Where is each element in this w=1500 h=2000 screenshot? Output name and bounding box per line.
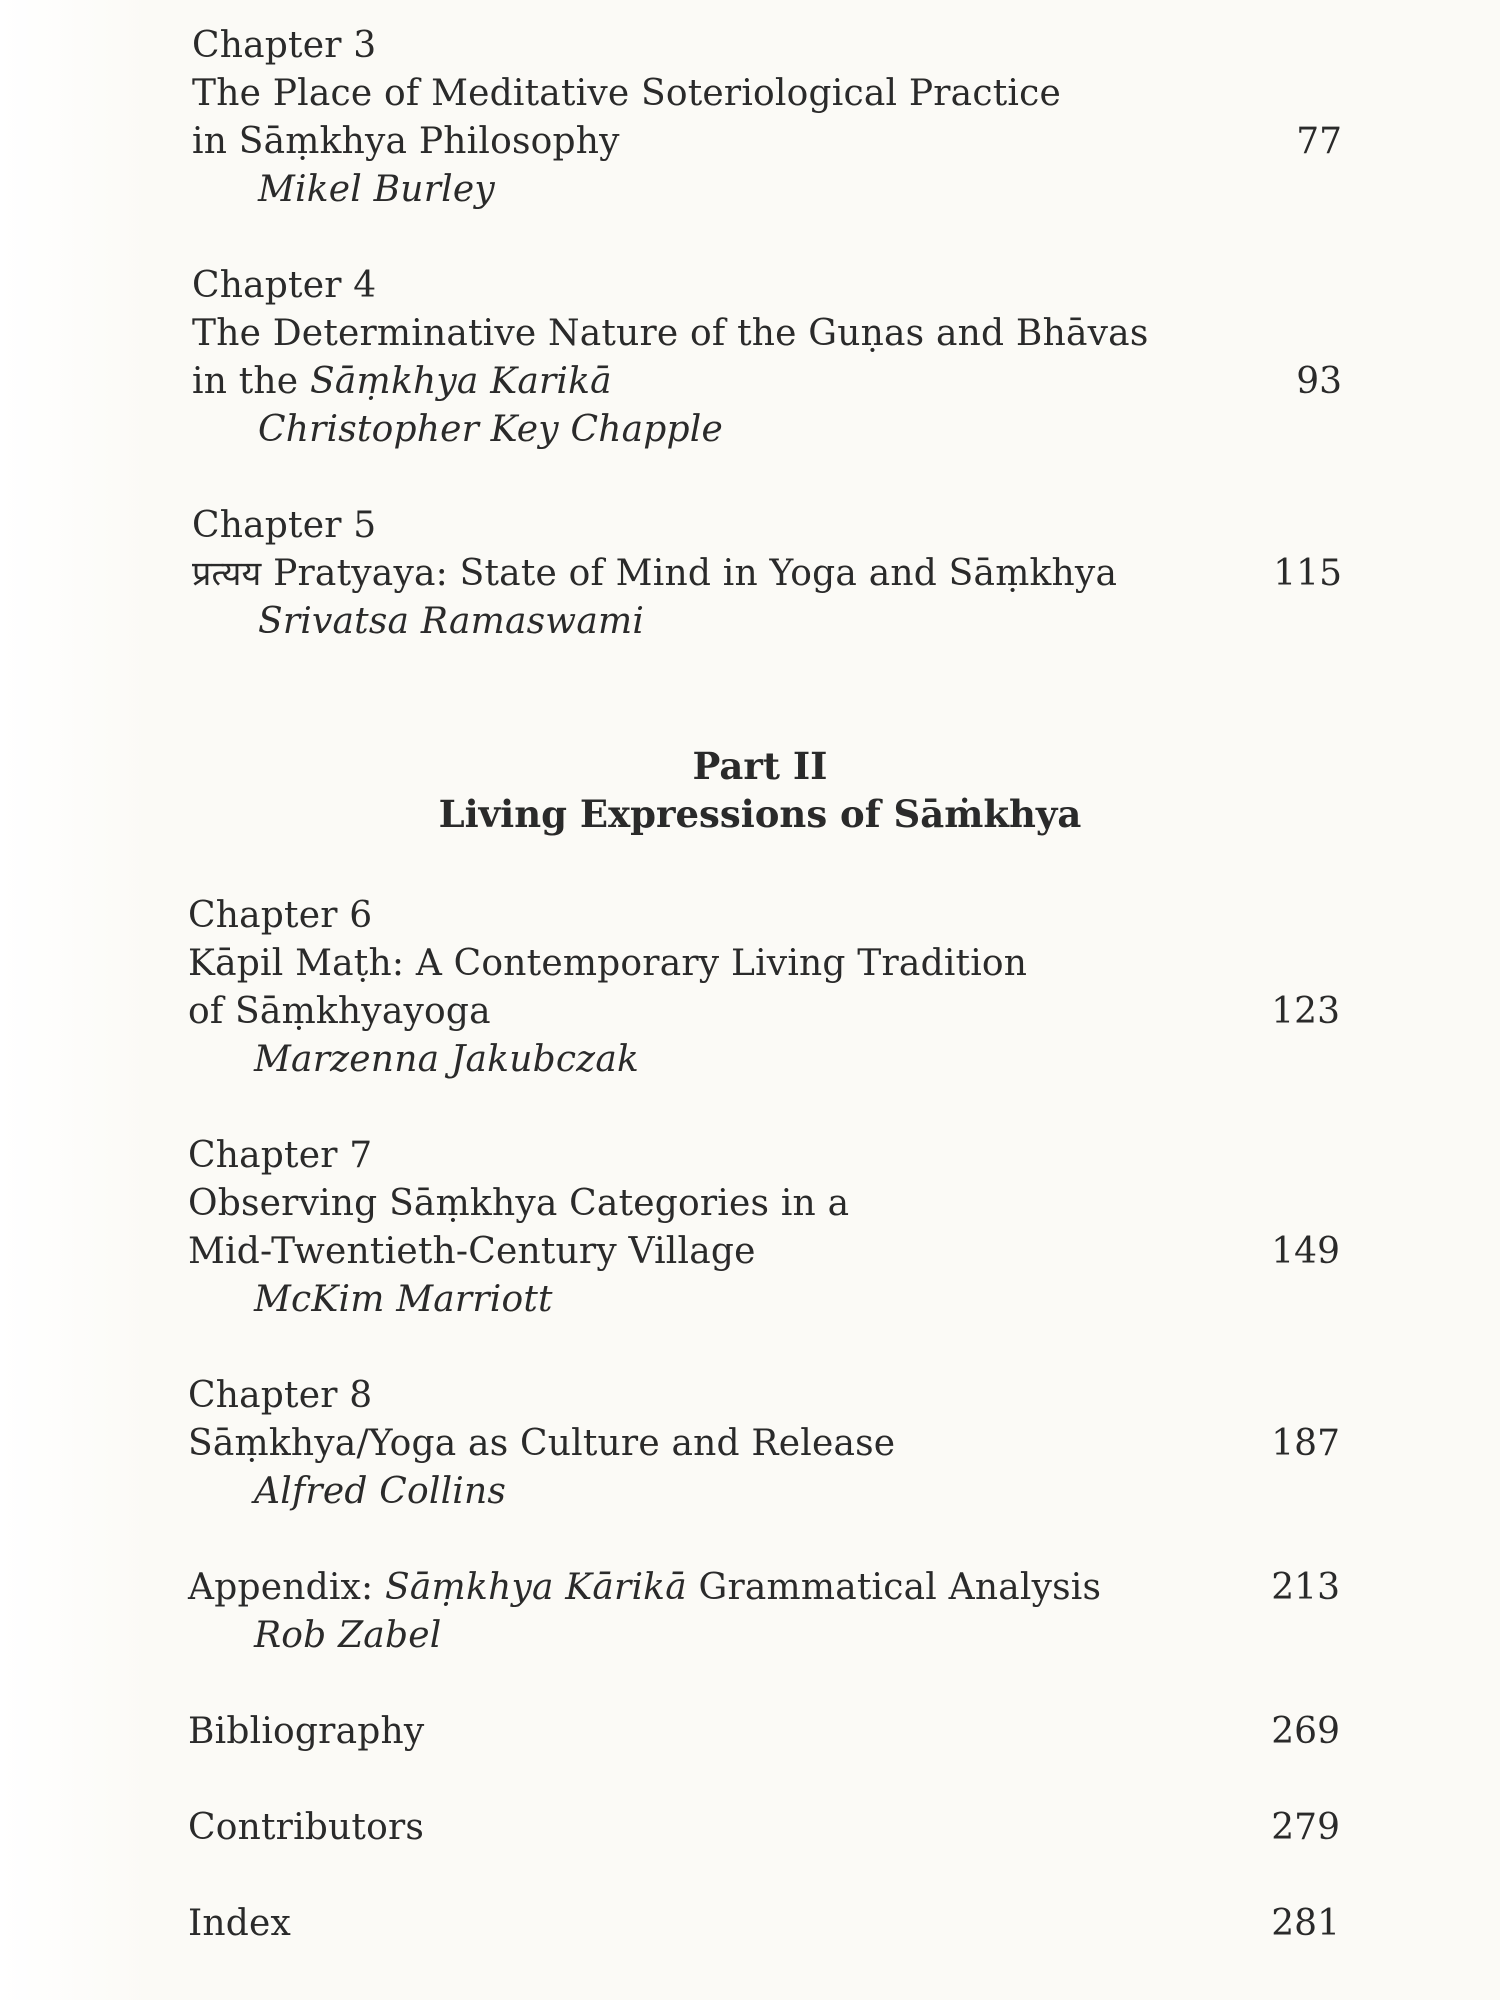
chapter-6-title-line2: of Sāṃkhyayoga [188, 991, 491, 1032]
chapter-7-author: McKim Marriott [254, 1279, 553, 1320]
chapter-3-title-line2: in Sāṃkhya Philosophy [192, 121, 620, 162]
contributors-page: 279 [1271, 1807, 1340, 1848]
appendix-prefix: Appendix: [188, 1567, 386, 1608]
chapter-8-label: Chapter 8 [188, 1375, 373, 1416]
chapter-6-page: 123 [1271, 991, 1340, 1032]
chapter-4-label: Chapter 4 [192, 265, 377, 306]
chapter-4-title-line1: The Determinative Nature of the Guṇas and Bhāvas [192, 313, 1149, 354]
bibliography-label: Bibliography [188, 1711, 425, 1752]
chapter-8-title: Sāṃkhya/Yoga as Culture and Release [188, 1423, 896, 1464]
part-2-label: Part II [692, 744, 828, 788]
chapter-6-title-line1: Kāpil Maṭh: A Contemporary Living Tradition [188, 943, 1028, 984]
appendix-suffix: Grammatical Analysis [686, 1567, 1102, 1608]
contributors-label: Contributors [188, 1807, 425, 1848]
chapter-7-label: Chapter 7 [188, 1135, 373, 1176]
appendix-page: 213 [1271, 1567, 1340, 1608]
chapter-5-author: Srivatsa Ramaswami [258, 601, 645, 642]
chapter-3-author: Mikel Burley [258, 169, 495, 210]
chapter-5-page: 115 [1273, 553, 1342, 594]
index-page: 281 [1271, 1903, 1340, 1944]
appendix-italic: Sāṃkhya Kārikā [385, 1567, 687, 1608]
bibliography-page: 269 [1271, 1711, 1340, 1752]
chapter-8-author: Alfred Collins [254, 1471, 507, 1512]
appendix-author: Rob Zabel [254, 1615, 442, 1656]
chapter-4-author: Christopher Key Chapple [258, 409, 723, 450]
chapter-3-label: Chapter 3 [192, 25, 377, 66]
chapter-4-title-prefix: in the [192, 361, 310, 402]
chapter-6-author: Marzenna Jakubczak [254, 1039, 640, 1080]
chapter-4-title-line2 [192, 360, 612, 404]
chapter-5-title-rest: Pratyaya: State of Mind in Yoga and Sāṃkhya [261, 553, 1118, 594]
chapter-5-title-devanagari: प्रत्यय [192, 554, 262, 594]
chapter-7-page: 149 [1271, 1231, 1340, 1272]
chapter-3-page: 77 [1296, 121, 1342, 162]
chapter-7-title-line2: Mid-Twentieth-Century Village [188, 1231, 756, 1272]
chapter-5-title [192, 552, 1117, 596]
part-2-title: Living Expressions of Sāṁkhya [438, 792, 1082, 836]
chapter-8-page: 187 [1271, 1423, 1340, 1464]
chapter-5-label: Chapter 5 [192, 505, 377, 546]
chapter-3-title-line1: The Place of Meditative Soteriological Practice [192, 73, 1061, 114]
chapter-7-title-line1: Observing Sāṃkhya Categories in a [188, 1183, 850, 1224]
appendix-title [188, 1566, 1101, 1610]
index-label: Index [188, 1903, 292, 1944]
chapter-4-title-italic: Sāṃkhya Karikā [309, 361, 612, 402]
chapter-6-label: Chapter 6 [188, 895, 373, 936]
chapter-4-page: 93 [1296, 361, 1342, 402]
